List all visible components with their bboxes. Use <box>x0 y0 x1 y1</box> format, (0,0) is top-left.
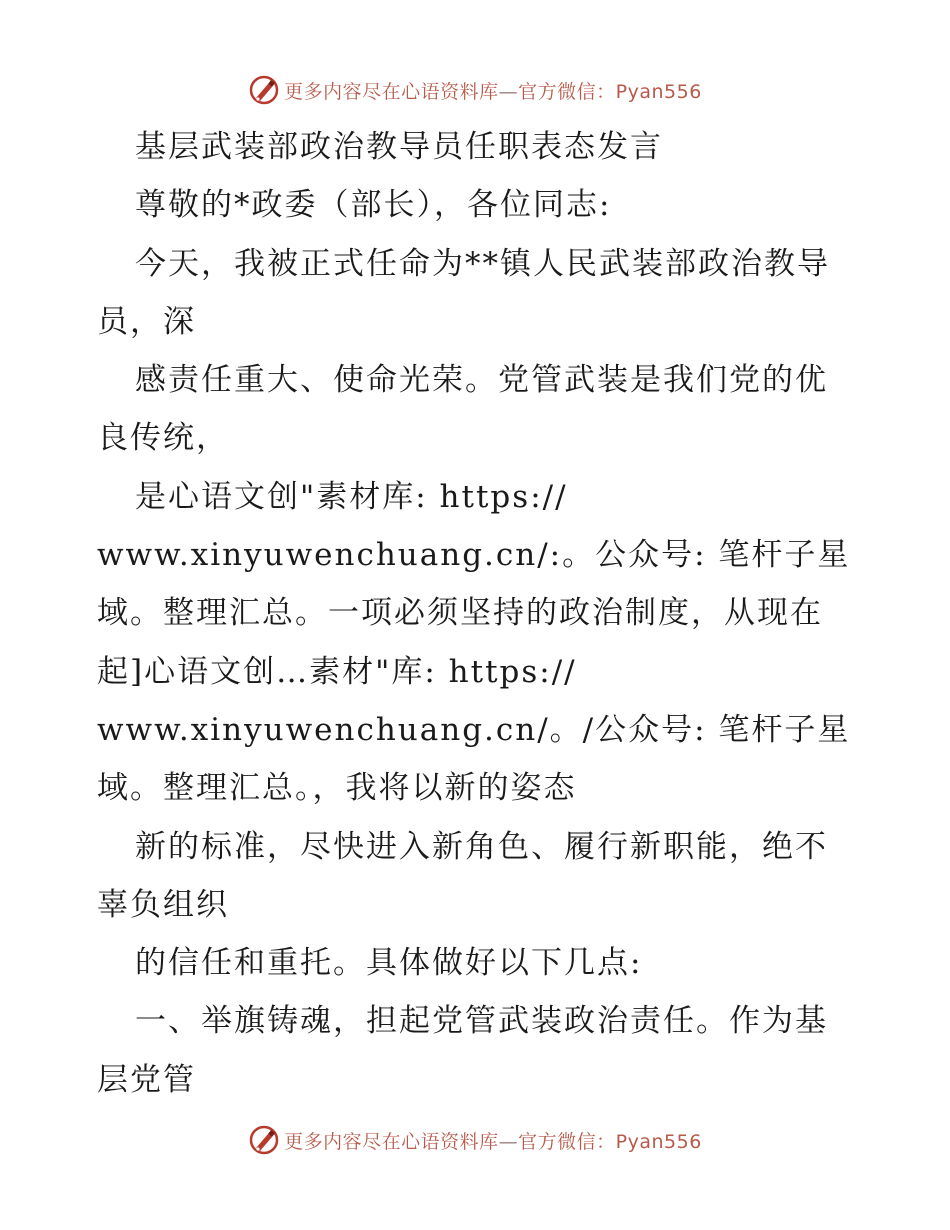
paragraph-line: 层党管 <box>97 1061 196 1098</box>
paragraph-line: www.xinyuwenchuang.cn/。/公众号: 笔杆子星 <box>97 711 851 748</box>
footer-banner-text: 更多内容尽在心语资料库—官方微信：Pyan556 <box>284 1130 702 1153</box>
pen-logo-icon <box>248 74 280 106</box>
pen-logo-icon <box>248 1124 280 1156</box>
doc-title: 基层武装部政治教导员任职表态发言 <box>135 129 663 165</box>
paragraph-line: 良传统， <box>97 420 229 457</box>
footer-banner <box>0 1120 950 1160</box>
paragraph-line: 域。整理汇总。一项必须坚持的政治制度，从现在 <box>97 595 823 632</box>
header-banner <box>0 70 950 110</box>
paragraph-line: 一、举旗铸魂，担起党管武装政治责任。作为基 <box>135 1003 828 1040</box>
paragraph-line: 新的标准，尽快进入新角色、履行新职能，绝不 <box>135 828 828 865</box>
document-body <box>97 118 857 1109</box>
salutation: 尊敬的*政委（部长），各位同志: <box>135 187 612 224</box>
header-banner-text: 更多内容尽在心语资料库—官方微信：Pyan556 <box>284 80 702 103</box>
paragraph-line: 今天，我被正式任命为**镇人民武装部政治教导 <box>135 245 830 282</box>
paragraph-line: 的信任和重托。具体做好以下几点: <box>135 945 643 982</box>
paragraph-line: 起]心语文创…素材"库: https:// <box>97 653 577 690</box>
paragraph-line: 域。整理汇总。，我将以新的姿态 <box>97 770 577 807</box>
paragraph-line: www.xinyuwenchuang.cn/:。公众号: 笔杆子星 <box>97 537 851 574</box>
paragraph-line: 感责任重大、使命光荣。党管武装是我们党的优 <box>135 362 828 399</box>
paragraph-line: 是心语文创"素材库: https:// <box>135 478 568 515</box>
paragraph-line: 辜负组织 <box>97 886 229 923</box>
paragraph-line: 员，深 <box>97 303 196 340</box>
